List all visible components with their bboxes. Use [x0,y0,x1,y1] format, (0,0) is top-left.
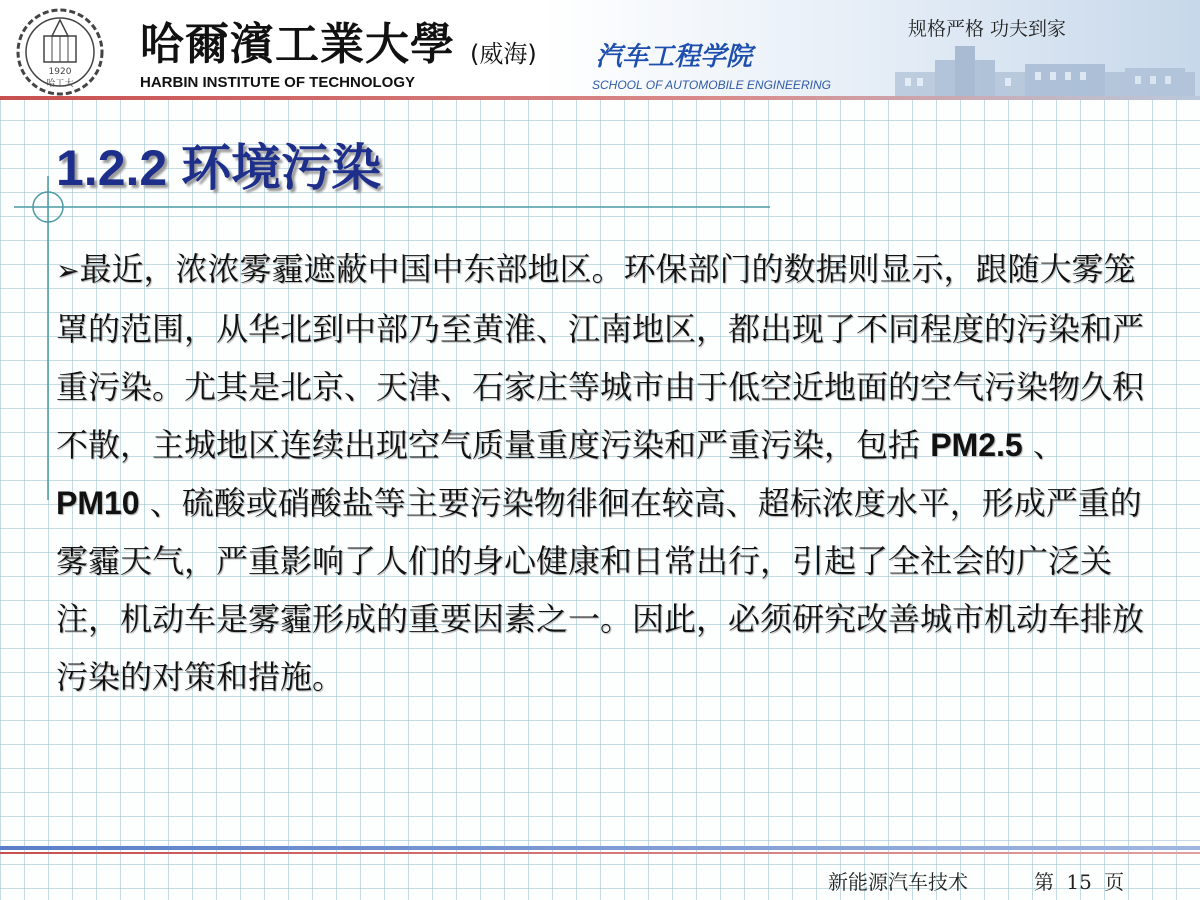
building-silhouette-icon [895,42,1195,96]
school-name-en: SCHOOL OF AUTOMOBILE ENGINEERING [592,78,831,92]
separator-2: 、 [139,484,182,522]
footer-divider-blue [0,846,1200,850]
university-name-cn: 哈爾濱工業大學 [140,19,455,70]
slide-title: 1.2.2 环境污染 [56,140,382,196]
separator-1: 、 [1022,426,1065,464]
course-name: 新能源汽车技术 [828,870,968,894]
slide-body-paragraph [56,240,1156,706]
footer-divider-red [0,852,1200,854]
university-name-en: HARBIN INSTITUTE OF TECHNOLOGY [140,74,415,91]
logo-year: 1920 [48,67,72,77]
hit-logo-icon [14,6,106,98]
body-text-part2: 硫酸或硝酸盐等主要污染物徘徊在较高、超标浓度水平，形成严重的雾霾天气，严重影响了人们的身心健康和日常出行，引起了全社会的广泛关注，机动车是雾霾形成的重要因素之一。因此，必须研究改善城市机动车排放污染的对策和措施。 [56,484,1145,696]
page-number: 第 15 页 [1034,870,1125,894]
term-pm10: PM10 [56,485,140,521]
bullet-arrow-icon: ➢ [56,254,80,287]
body-text-part1: 最近，浓浓雾霾遮蔽中国中东部地区。环保部门的数据则显示，跟随大雾笼罩的范围，从华北到中部乃至黄淮、江南地区，都出现了不同程度的污染和严重污染。尤其是北京、天津、石家庄等城市由于低空近地面的空气污染物久积不散，主城地区连续出现空气质量重度污染和严重污染，包括 [56,250,1145,464]
motto: 规格严格 功夫到家 [908,18,1067,40]
school-name-cn: 汽车工程学院 [596,42,753,72]
slide-header [0,0,1200,100]
campus-name: (威海) [470,40,537,68]
logo-text: 哈工大 [46,79,74,89]
term-pm25: PM2.5 [930,427,1023,463]
